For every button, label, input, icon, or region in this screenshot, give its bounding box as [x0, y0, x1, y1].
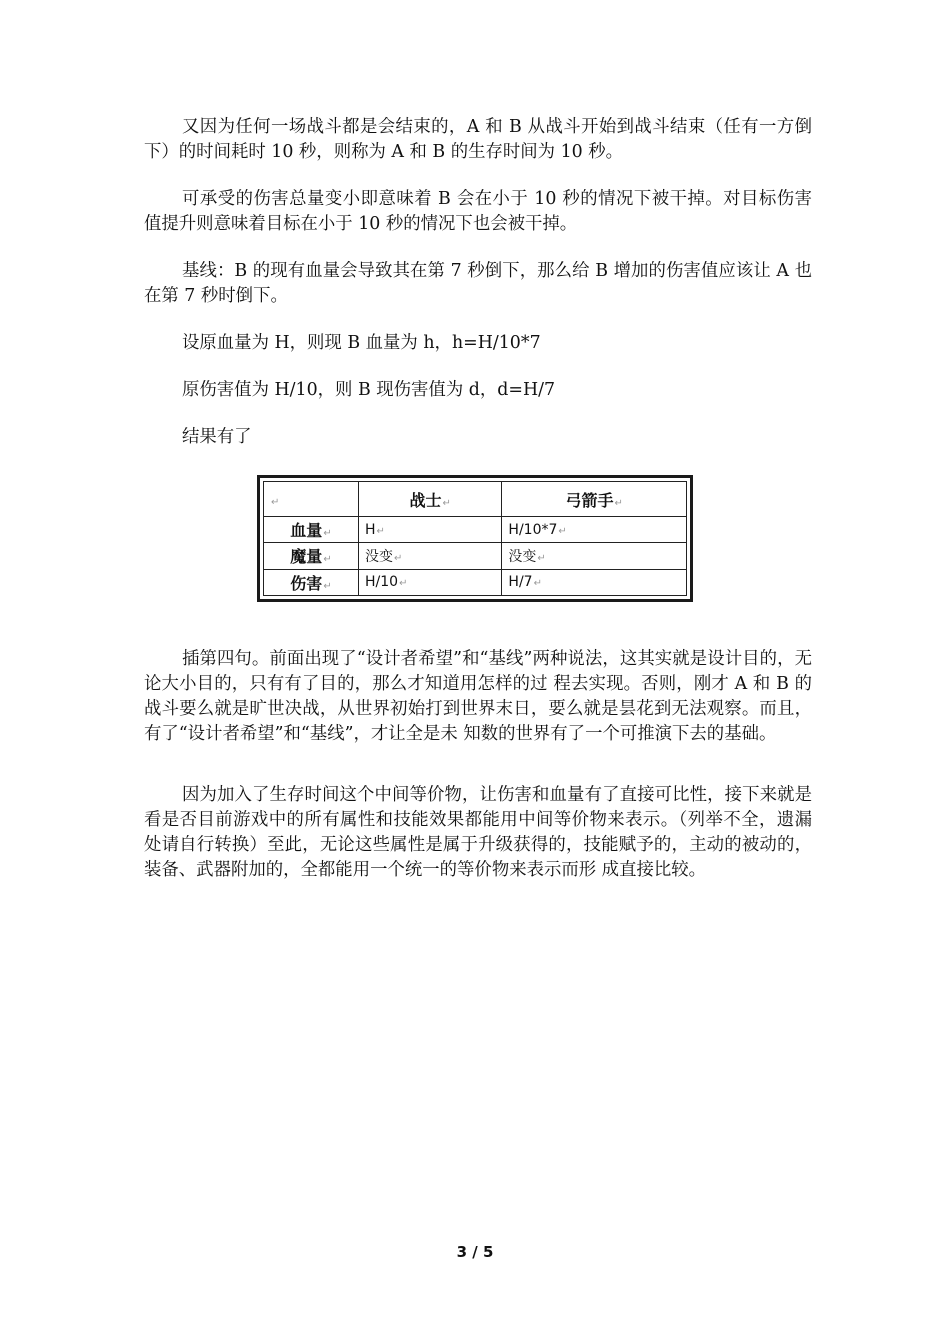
row-label-hp-text: 血量 — [290, 521, 323, 541]
cell-damage-warrior-text: H/10 — [365, 574, 399, 591]
column-header-warrior — [359, 482, 502, 517]
page-number: 3 / 5 — [456, 1243, 494, 1261]
stats-table-frame — [257, 475, 693, 602]
paragraph-2: 可承受的伤害总量变小即意味着 B 会在小于 10 秒的情况下被干掉。对目标伤害值提升则意味着目标在小于 10 秒的情况下也会被干掉。 — [144, 189, 812, 234]
row-label-damage — [264, 569, 359, 595]
paragraph-4: 设原血量为 H，则现 B 血量为 h，h=H/10*7 — [182, 333, 541, 353]
paragraph-mark-icon: ↵ — [533, 578, 542, 590]
table-header-row — [264, 482, 687, 517]
cell-damage-archer — [502, 569, 687, 595]
paragraph-mark-icon: ↵ — [442, 497, 451, 509]
column-header-warrior-label: 战士 — [409, 490, 442, 510]
cell-mp-warrior-text: 没变 — [365, 548, 393, 565]
cell-hp-warrior — [359, 517, 502, 543]
paragraph-7: 插第四句。前面出现了“设计者希望”和“基线”两种说法，这其实就是设计目的，无论大小目的，只有有了目的，那么才知道用怎样的过 程去实现。否则，刚才 A 和 B 的战斗要么就是旷世决战，从世界初始打到世界末日，要么就是昙花到无法观察。而且，有了“设计者希望”和“基线”，才让全是未 知数的世界有了一个可推演下去的基础。 — [144, 649, 812, 744]
paragraph-mark-icon: ↵ — [614, 497, 623, 509]
row-label-damage-text: 伤害 — [290, 573, 323, 593]
column-header-archer-label: 弓箭手 — [565, 490, 614, 510]
table-row — [264, 543, 687, 569]
paragraph-mark-icon: ↵ — [323, 554, 332, 566]
cell-mp-archer — [502, 543, 687, 569]
paragraph-mark-icon: ↵ — [323, 580, 332, 592]
cell-mp-archer-text: 没变 — [508, 548, 537, 565]
paragraph-mark-icon: ↵ — [376, 525, 385, 537]
table-row — [264, 517, 687, 543]
paragraph-mark-icon: ↵ — [394, 552, 403, 564]
column-header-archer — [502, 482, 687, 517]
row-label-hp — [264, 517, 359, 543]
table-row — [264, 569, 687, 595]
cell-hp-warrior-text: H — [365, 521, 376, 538]
paragraph-mark-icon: ↵ — [537, 552, 546, 564]
stats-table — [263, 481, 687, 596]
paragraph-mark-icon: ↵ — [558, 525, 567, 537]
paragraph-mark-icon: ↵ — [399, 578, 408, 590]
cell-mp-warrior — [359, 543, 502, 569]
paragraph-3: 基线：B 的现有血量会导致其在第 7 秒倒下，那么给 B 增加的伤害值应该让 A 也在第 7 秒时倒下。 — [144, 261, 812, 306]
table-corner-cell — [264, 482, 359, 517]
paragraph-mark-icon: ↵ — [323, 528, 332, 540]
cell-hp-archer-text: H/10*7 — [508, 521, 558, 538]
row-label-mp — [264, 543, 359, 569]
paragraph-6: 结果有了 — [182, 427, 252, 447]
paragraph-mark-icon: ↵ — [271, 496, 280, 508]
paragraph-5: 原伤害值为 H/10，则 B 现伤害值为 d，d=H/7 — [182, 380, 556, 400]
document-body-continued — [144, 647, 812, 883]
paragraph-1: 又因为任何一场战斗都是会结束的，A 和 B 从战斗开始到战斗结束（任有一方倒下）的时间耗时 10 秒，则称为 A 和 B 的生存时间为 10 秒。 — [144, 117, 812, 162]
cell-hp-archer — [502, 517, 687, 543]
cell-damage-warrior — [359, 569, 502, 595]
document-body — [144, 115, 812, 450]
row-label-mp-text: 魔量 — [290, 547, 323, 567]
cell-damage-archer-text: H/7 — [508, 574, 533, 591]
paragraph-8: 因为加入了生存时间这个中间等价物，让伤害和血量有了直接可比性，接下来就是看是否目前游戏中的所有属性和技能效果都能用中间等价物来表示。（列举不全，遗漏处请自行转换）至此，无论这些属性是属于升级获得的，技能赋予的，主动的被动的，装备、武器附加的，全都能用一个统一的等价物来表示而形 成直接比较。 — [144, 785, 812, 880]
